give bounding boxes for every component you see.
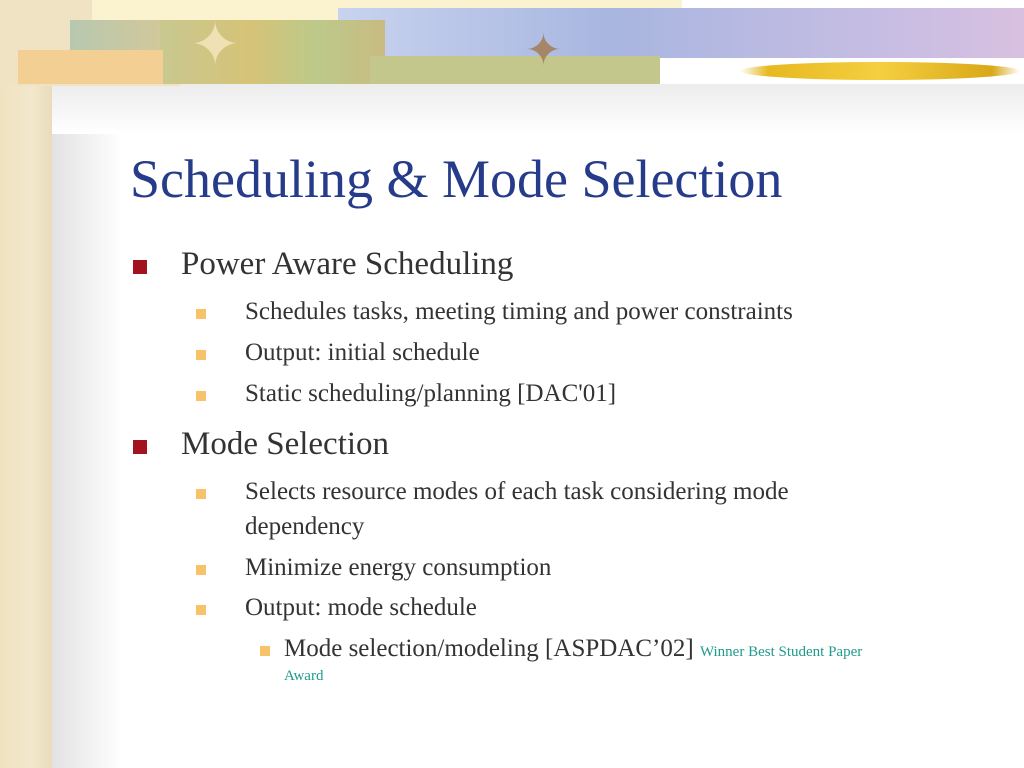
sub-bullet: Static scheduling/planning [DAC'01] [245, 380, 617, 407]
bullet-icon [133, 440, 147, 454]
bullet-icon [133, 260, 147, 274]
left-shadow [52, 86, 122, 768]
bullet-icon [196, 605, 206, 615]
sub-bullet: Output: mode schedule [245, 594, 477, 621]
sub-bullet: Minimize energy consumption [245, 554, 552, 581]
sub-bullet: Output: initial schedule [245, 339, 480, 366]
slide-title: Scheduling & Mode Selection [130, 149, 783, 209]
bullet-icon [196, 350, 206, 360]
award-note: Winner Best Student Paper [699, 644, 863, 660]
leaf-icon: ✦ [525, 26, 562, 75]
sub-bullet: Schedules tasks, meeting timing and power constraints [245, 298, 793, 325]
bullet-icon [196, 309, 206, 319]
bullet-power-aware-scheduling: Power Aware Scheduling [181, 246, 514, 282]
sub-bullet: Selects resource modes of each task considering mode [245, 478, 789, 505]
bullet-icon [196, 489, 206, 499]
bullet-icon [196, 391, 206, 401]
left-texture-strip [0, 0, 52, 768]
award-note-continuation: Award [284, 668, 324, 684]
bullet-icon [260, 646, 270, 656]
sub-sub-bullet-text: Mode selection/modeling [ASPDAC’02] [284, 635, 694, 662]
top-shadow [52, 84, 1024, 134]
golden-branch [740, 62, 1020, 80]
leaf-icon: ✦ [190, 12, 241, 78]
sub-bullet-continuation: dependency [245, 513, 365, 540]
bullet-mode-selection: Mode Selection [181, 426, 390, 462]
bullet-icon [196, 565, 206, 575]
sub-sub-bullet [284, 635, 862, 663]
